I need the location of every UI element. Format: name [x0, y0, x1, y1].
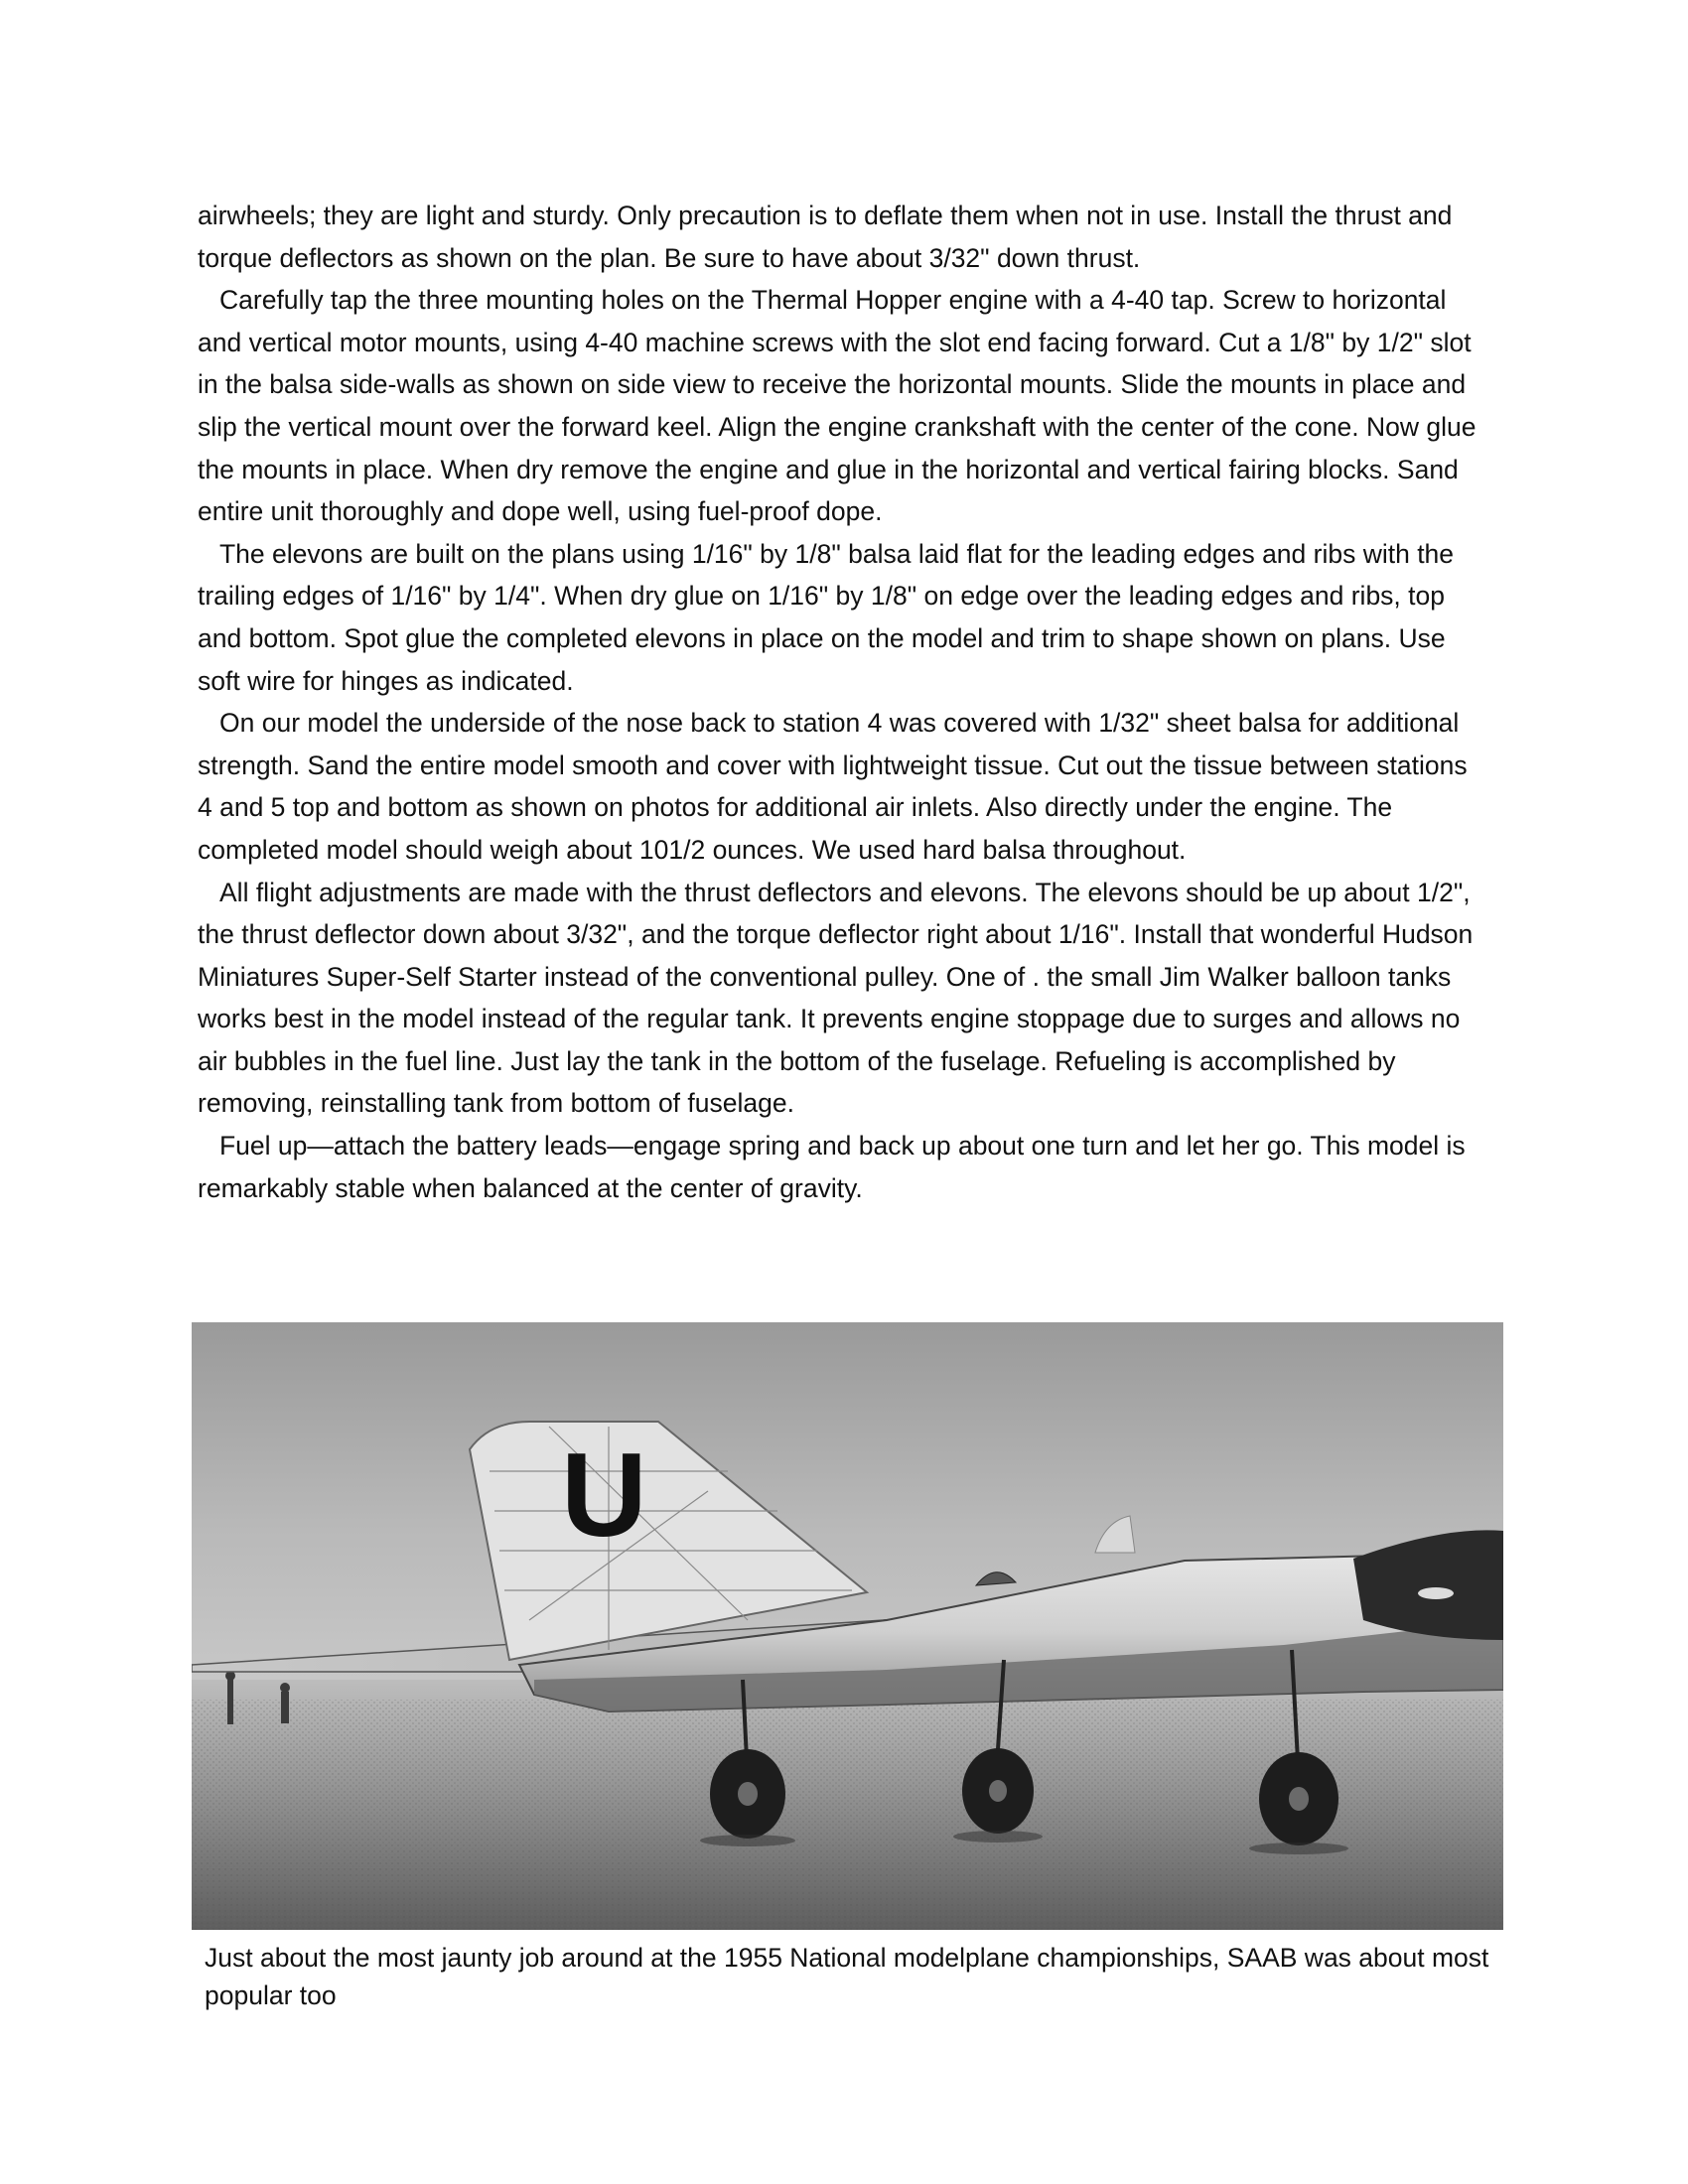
photo-caption: Just about the most jaunty job around at the 1955 National modelplane championships, SAAB was about most popular too: [205, 1943, 1489, 2010]
wheel-rear: [710, 1749, 785, 1839]
wheel-middle: [962, 1748, 1034, 1834]
paragraph-fuel-up: Fuel up—attach the battery leads—engage spring and back up about one turn and let her go. This model is remarkably stable when balanced at the center of gravity.: [198, 1131, 1466, 1203]
article-body: [198, 195, 1488, 1209]
paragraph-elevons: The elevons are built on the plans using 1/16" by 1/8" balsa laid flat for the leading edges and ribs with the trailing edges of 1/16" by 1/4". When dry glue on 1/16" by 1/8" on edge over the leading edges and ribs, top and bottom. Spot glue the completed elevons in place on the model and trim to shape shown on plans. Use soft wire for hinges as indicated.: [198, 538, 1455, 696]
tail-letter: U: [561, 1429, 647, 1562]
paragraph-covering: On our model the underside of the nose back to station 4 was covered with 1/32" sheet balsa for additional strength. Sand the entire model smooth and cover with lightweight tissue. Cut out the tissue between stations 4 and 5 top and bottom as shown on photos for additional air inlets. Also directly under the engine. The completed model should weigh about 101/2 ounces. We used hard balsa throughout.: [198, 708, 1468, 865]
paragraph-engine-mounting: Carefully tap the three mounting holes on the Thermal Hopper engine with a 4-40 tap. Screw to horizontal and vertical motor mounts, using 4-40 machine screws with the slot end facing forward. Cut a 1/8" by 1/2" slot in the balsa side-walls as shown on side view to receive the horizontal mounts. Slide the mounts in place and slip the vertical mount over the forward keel. Align the engine crankshaft with the center of the cone. Now glue the mounts in place. When dry remove the engine and glue in the horizontal and vertical fairing blocks. Sand entire unit thoroughly and dope well, using fuel-proof dope.: [198, 285, 1477, 527]
paragraph-flight-adjustments: All flight adjustments are made with the thrust deflectors and elevons. The elevons should be up about 1/2", the thrust deflector down about 3/32", and the torque deflector right about 1/16". Install that wonderful Hudson Miniatures Super-Self Starter instead of the conventional pulley. One of . the small Jim Walker balloon tanks works best in the model instead of the regular tank. It prevents engine stoppage due to surges and allows no air bubbles in the fuel line. Just lay the tank in the bottom of the fuselage. Refueling is accomplished by removing, reinstalling tank from bottom of fuselage.: [198, 877, 1474, 1119]
paragraph-airwheels: airwheels; they are light and sturdy. Only precaution is to deflate them when not in use. Install the thrust and torque deflectors as shown on the plan. Be sure to have about 3/32" down thrust.: [198, 201, 1453, 273]
model-airplane-photo: [192, 1322, 1503, 1930]
wheel-front: [1259, 1752, 1338, 1845]
